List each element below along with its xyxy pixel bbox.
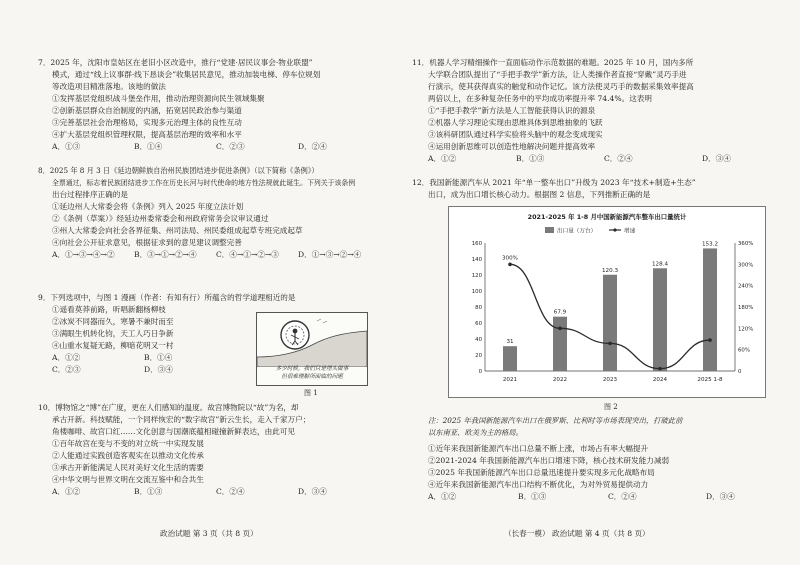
figure-2-label: 图 2 bbox=[604, 403, 618, 411]
q10-answer-b[interactable]: B．①③ bbox=[134, 487, 163, 496]
cartoon-drawing bbox=[257, 313, 367, 367]
q11-line: 11．机器人学习精细操作一直面临动作示范数据的难题。2025 年 10 月，国内多所 bbox=[412, 58, 694, 67]
growth-point bbox=[508, 263, 512, 267]
q7-answer-a[interactable]: A．①③ bbox=[52, 142, 81, 151]
q11-option: ④运用创新思维可以创造性地解决问题并提高效率 bbox=[428, 142, 596, 151]
legend-bar-label: 出口量（万台） bbox=[557, 228, 597, 235]
question-11 bbox=[412, 57, 787, 165]
q10-answer-a[interactable]: A．①② bbox=[52, 487, 81, 496]
bar bbox=[503, 346, 517, 371]
bar bbox=[603, 275, 617, 371]
right-tick-label: 0 bbox=[738, 369, 742, 375]
chart-title: 2021-2025 年 1-8 月中国新能源汽车整车出口量统计 bbox=[527, 213, 687, 221]
q11-option: ①“手把手教学”新方法是人工智能获得认识的源泉 bbox=[428, 106, 596, 115]
q8-option: ④向社会公开征求意见，根据征求到的意见建议调整完善 bbox=[52, 238, 242, 247]
q10-line: 承古开新。科技赋能，一个同样恢宏的“数字故宫”新云生长，走入千家万户； bbox=[52, 415, 311, 424]
q7-answer-b[interactable]: B．①④ bbox=[134, 142, 163, 151]
q10-option: ④中华文明与世界文明在交流互鉴中和合共生 bbox=[52, 475, 204, 484]
q12-option: ②2021-2024 年我国新能源汽车出口增速下降，核心技术研发能力减弱 bbox=[428, 456, 670, 465]
q8-line: 出台过程排序正确的是 bbox=[52, 190, 128, 199]
q9-answer-a[interactable]: A．①② bbox=[52, 353, 81, 362]
bar bbox=[703, 248, 717, 371]
q11-line: 大学联合团队提出了“手把手教学”新方法，让人类操作者直接“穿戴”灵巧手进 bbox=[428, 70, 687, 79]
q11-option: ③该科研团队通过科学实验将头脑中的观念变成现实 bbox=[428, 130, 603, 139]
chart-svg bbox=[449, 207, 765, 397]
q10-option: ①百年故宫在变与不变的对立统一中实现发展 bbox=[52, 439, 204, 448]
q12-option: ①近年来我国新能源汽车出口总量不断上涨，市场占有率大幅提升 bbox=[428, 444, 649, 453]
question-12-options bbox=[428, 443, 788, 503]
q9-line: 9．下列选项中，与图 1 漫画（作者：有知有行）所蕴含的哲学道理相近的是 bbox=[38, 293, 296, 302]
q7-option: ③完善基层社会治理格局，实现多元治理主体的良性互动 bbox=[52, 118, 242, 127]
q8-option: ②《条例（草案）》经延边州委常委会和州政府常务会议审议通过 bbox=[52, 214, 269, 223]
q11-answer-d[interactable]: D．③④ bbox=[702, 154, 731, 163]
q10-answer-c[interactable]: C．②④ bbox=[216, 487, 245, 496]
q12-answer-c[interactable]: C．②④ bbox=[608, 492, 637, 501]
q11-answer-c[interactable]: C．②④ bbox=[604, 154, 633, 163]
right-tick-label: 240% bbox=[738, 283, 754, 290]
bar-value-label: 31 bbox=[506, 339, 514, 346]
q8-option: ①延边州人大常委会将《条例》列入 2025 年度立法计划 bbox=[52, 202, 244, 211]
left-tick-label: 160 bbox=[471, 241, 482, 247]
q12-answer-b[interactable]: B．①③ bbox=[518, 492, 547, 501]
legend-bar-swatch bbox=[545, 227, 554, 233]
cartoon-caption: 多少时候，我们只是埋头做事 bbox=[275, 366, 349, 372]
q8-answer-b[interactable]: B．③→①→②→④ bbox=[134, 250, 197, 259]
q8-line: 8．2025 年 8 月 3 日《延边朝鲜族自治州民族团结进步促进条例》（以下简称《条例》） bbox=[38, 166, 319, 175]
legend-line-label: 增速 bbox=[624, 228, 636, 235]
figure-1-label: 图 1 bbox=[304, 389, 318, 397]
q12-option: ③2025 年我国新能源汽车出口总量迅速提升要实现多元化战略布局 bbox=[428, 468, 655, 477]
growth-point bbox=[608, 342, 612, 346]
q12-line: 12．我国新能源汽车从 2021 年“单一整车出口”升级为 2023 年“技术+制造+生态” bbox=[412, 178, 696, 187]
q9-answer-b[interactable]: B．①④ bbox=[144, 353, 173, 362]
q7-option: ①发挥基层党组织战斗堡垒作用，推动治理资源向民生领域集聚 bbox=[52, 94, 265, 103]
q9-option: ③满眼生机转化钧，天工人巧日争新 bbox=[52, 329, 174, 338]
bar-value-label: 128.4 bbox=[651, 261, 669, 268]
left-tick-label: 40 bbox=[475, 337, 482, 343]
bar-value-label: 67.9 bbox=[553, 309, 567, 316]
q7-line: 等改造项目精准落地。该地的做法 bbox=[52, 82, 166, 91]
q12-answer-a[interactable]: A．①② bbox=[428, 492, 457, 501]
q9-answer-c[interactable]: C．②③ bbox=[52, 365, 81, 374]
growth-point bbox=[558, 327, 562, 331]
left-tick-label: 80 bbox=[475, 305, 482, 311]
q8-option: ③州人大常委会向社会各界征集、州司法局、州民委组成起草专班完成起草 bbox=[52, 226, 303, 235]
left-tick-label: 140 bbox=[471, 257, 482, 263]
x-tick-label: 2024 bbox=[652, 377, 668, 383]
cartoon-figure-1 bbox=[256, 312, 368, 386]
growth-point bbox=[658, 367, 662, 371]
q9-option: ②冰炭不同器而久，寒暑不兼时而至 bbox=[52, 317, 174, 326]
bar-value-label: 153.2 bbox=[701, 241, 719, 248]
q7-answer-c[interactable]: C．②③ bbox=[216, 142, 245, 151]
q10-answer-d[interactable]: D．③④ bbox=[298, 487, 327, 496]
question-8 bbox=[38, 165, 383, 261]
right-tick-label: 360% bbox=[738, 241, 754, 247]
right-tick-label: 120% bbox=[738, 326, 754, 333]
q7-option: ④扩大基层党组织管理权限，提高基层治理的效率和水平 bbox=[52, 130, 242, 139]
question-7 bbox=[38, 57, 383, 153]
q7-answer-d[interactable]: D．②④ bbox=[298, 142, 327, 151]
bar-value-label: 120.3 bbox=[601, 267, 619, 274]
note-line: 注：2025 年我国新能源汽车出口在俄罗斯、比利时等市场表现突出，打破此前 bbox=[428, 416, 683, 425]
q9-option: ①遥看莫莽前路，听唱新翻杨柳枝 bbox=[52, 305, 166, 314]
bar bbox=[553, 317, 567, 371]
q11-answer-a[interactable]: A．①② bbox=[428, 154, 457, 163]
q8-answer-d[interactable]: D．①→③→②→④ bbox=[298, 250, 362, 259]
x-tick-label: 2021 bbox=[502, 377, 518, 383]
q12-option: ④近年来我国新能源汽车出口结构不断优化，为对外贸易提供动力 bbox=[428, 480, 649, 489]
q10-line: 10．博物馆之“博”在广度，更在人们感知的温度。故宫博物院以“故”为名，却 bbox=[38, 403, 299, 412]
line-value-label: 300% bbox=[502, 255, 518, 262]
cartoon-caption: 但很难理解所面临的问题 bbox=[281, 374, 343, 380]
q9-option: ④山重水复疑无路，柳暗花明又一村 bbox=[52, 341, 174, 350]
q10-line: 角楼咖啡、故宫口红……文化创意与国潮底蕴相碰撞新鲜表达，由此可见 bbox=[52, 427, 295, 436]
right-tick-label: 60% bbox=[738, 347, 750, 354]
left-tick-label: 0 bbox=[478, 369, 482, 375]
growth-point bbox=[708, 338, 712, 342]
q10-option: ②人能通过实践创造客观实在以推动文化传承 bbox=[52, 451, 204, 460]
chart-note bbox=[428, 415, 682, 439]
q11-line: 两倍以上，在多种复杂任务中的平均成功率提升率 74.4%。这表明 bbox=[428, 94, 652, 103]
page-4-footer: （长春一模） 政治试题 第 4 页（共 8 页） bbox=[504, 529, 650, 538]
q12-answer-d[interactable]: D．③④ bbox=[706, 492, 735, 501]
x-tick-label: 2022 bbox=[552, 377, 568, 383]
q11-answers bbox=[412, 153, 787, 165]
q12-answers bbox=[428, 491, 788, 503]
legend-line-marker bbox=[613, 228, 616, 231]
q8-answer-a[interactable]: A．①→③→④→② bbox=[52, 250, 115, 259]
question-10 bbox=[38, 402, 383, 498]
left-tick-label: 60 bbox=[475, 321, 482, 327]
q9-answer-d[interactable]: D．③④ bbox=[144, 365, 173, 374]
q8-answer-c[interactable]: C．④→①→②→③ bbox=[216, 250, 279, 259]
left-tick-label: 100 bbox=[471, 289, 482, 295]
q7-answers bbox=[38, 141, 383, 153]
question-12 bbox=[412, 177, 787, 201]
q7-line: 7．2025 年，沈阳市皇姑区在老旧小区改造中，推行“党建·居民议事会·物业联盟” bbox=[38, 58, 313, 67]
x-tick-label: 2025 1-8 bbox=[697, 377, 723, 383]
q11-option: ②机器人学习理论实现由思维具体到思维抽象的飞跃 bbox=[428, 118, 603, 127]
right-tick-label: 180% bbox=[738, 305, 754, 311]
q8-answers bbox=[38, 249, 383, 261]
left-tick-label: 20 bbox=[475, 353, 482, 359]
right-page bbox=[400, 0, 800, 565]
q7-option: ②创新基层群众自治制度的内涵，拓宽居民政治参与渠道 bbox=[52, 106, 242, 115]
chart-legend bbox=[545, 227, 636, 235]
x-tick-label: 2023 bbox=[602, 377, 618, 383]
page-3-footer: 政治试题 第 3 页（共 8 页） bbox=[160, 529, 258, 538]
left-tick-label: 120 bbox=[471, 273, 482, 279]
q12-line: 出口，成为出口增长核心动力。根据图 2 信息，下列推断正确的是 bbox=[428, 190, 651, 199]
note-line: 以东南亚、欧美为主的格局。 bbox=[428, 428, 523, 437]
q10-answers bbox=[38, 486, 383, 498]
right-tick-label: 300% bbox=[738, 262, 754, 269]
q10-option: ③承古开新能满足人民对美好文化生活的需要 bbox=[52, 463, 204, 472]
q11-answer-b[interactable]: B．①③ bbox=[516, 154, 545, 163]
q7-line: 模式，通过“线上议事群·线下恳谈会”收集居民意见，推动加装电梯、停车位规划 bbox=[52, 70, 321, 79]
export-chart bbox=[448, 206, 766, 398]
bar bbox=[653, 268, 667, 371]
q8-line: 全票通过，标志着民族团结进步工作在历史长河与时代使命的地方性法规就此诞生。下列关于该条例 bbox=[52, 179, 356, 187]
q11-line: 行演示，使其获得真实的触觉和动作记忆。该方法使灵巧手的数据采集效率提高 bbox=[428, 82, 694, 91]
